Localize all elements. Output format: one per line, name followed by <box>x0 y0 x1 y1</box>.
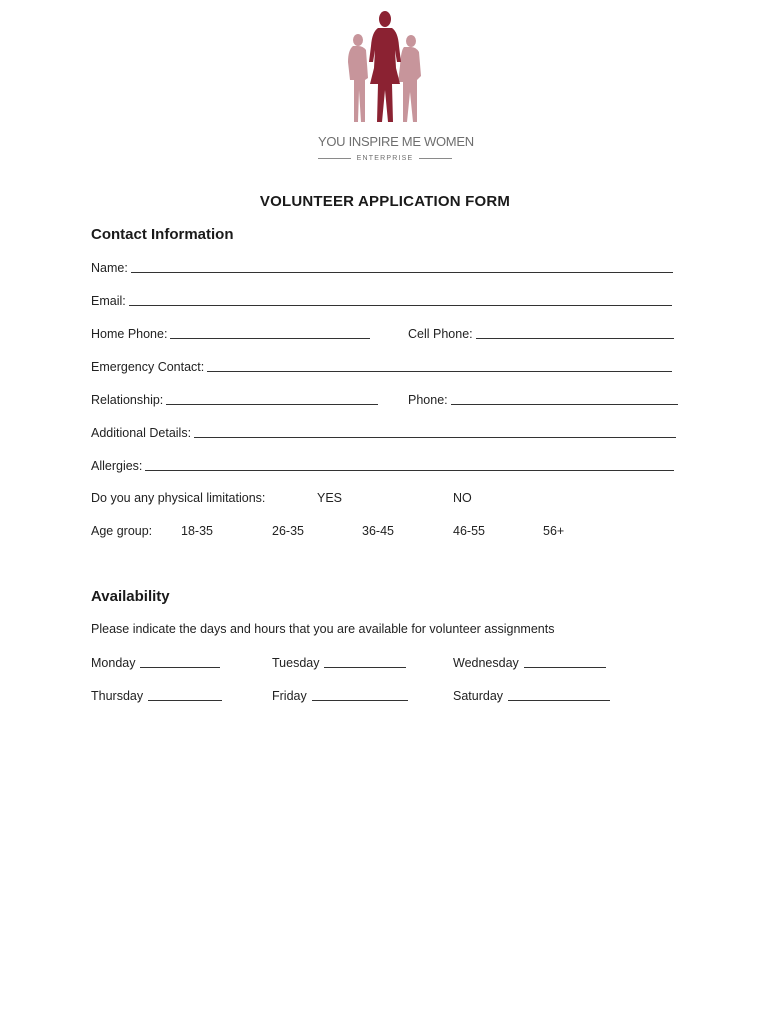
name-row <box>91 260 673 275</box>
thursday-field[interactable] <box>148 688 222 701</box>
cell-phone-field[interactable] <box>476 326 674 339</box>
saturday-label: Saturday <box>453 689 504 703</box>
brand-logo <box>318 10 474 165</box>
age-option-56-plus[interactable]: 56+ <box>543 524 565 538</box>
monday-row <box>91 655 220 670</box>
cell-phone-label: Cell Phone: <box>408 327 473 341</box>
home-phone-row <box>91 326 370 341</box>
emergency-contact-field[interactable] <box>207 359 672 372</box>
saturday-field[interactable] <box>508 688 610 701</box>
divider <box>419 158 452 159</box>
additional-details-row <box>91 425 676 440</box>
wednesday-label: Wednesday <box>453 656 519 670</box>
age-group-label: Age group: <box>91 524 153 538</box>
age-option-46-55[interactable]: 46-55 <box>453 524 485 538</box>
wednesday-field[interactable] <box>524 655 606 668</box>
phone-row <box>408 392 678 407</box>
brand-sub: ENTERPRISE <box>356 154 414 162</box>
age-option-36-45[interactable]: 36-45 <box>362 524 394 538</box>
monday-label: Monday <box>91 656 136 670</box>
phone-label: Phone: <box>408 393 448 407</box>
friday-field[interactable] <box>312 688 408 701</box>
monday-field[interactable] <box>140 655 220 668</box>
relationship-row <box>91 392 378 407</box>
home-phone-label: Home Phone: <box>91 327 168 341</box>
limitations-yes-option[interactable]: YES <box>317 491 343 505</box>
email-label: Email: <box>91 294 126 308</box>
divider <box>318 158 351 159</box>
form-title: VOLUNTEER APPLICATION FORM <box>259 193 511 210</box>
emergency-contact-row <box>91 359 672 374</box>
saturday-row <box>453 688 610 703</box>
allergies-row <box>91 458 674 473</box>
email-row <box>91 293 672 308</box>
age-option-26-35[interactable]: 26-35 <box>272 524 304 538</box>
emergency-contact-label: Emergency Contact: <box>91 360 205 374</box>
name-field[interactable] <box>131 260 673 273</box>
allergies-field[interactable] <box>145 458 674 471</box>
name-label: Name: <box>91 261 128 275</box>
additional-details-label: Additional Details: <box>91 426 192 440</box>
email-field[interactable] <box>129 293 672 306</box>
thursday-label: Thursday <box>91 689 144 703</box>
friday-row <box>272 688 408 703</box>
wednesday-row <box>453 655 606 670</box>
relationship-field[interactable] <box>166 392 378 405</box>
additional-details-field[interactable] <box>194 425 676 438</box>
relationship-label: Relationship: <box>91 393 164 407</box>
friday-label: Friday <box>272 689 307 703</box>
women-silhouettes-icon <box>345 10 425 128</box>
allergies-label: Allergies: <box>91 459 143 473</box>
availability-instructions: Please indicate the days and hours that you are available for volunteer assignments <box>91 622 555 636</box>
tuesday-row <box>272 655 406 670</box>
age-option-18-35[interactable]: 18-35 <box>181 524 213 538</box>
availability-heading: Availability <box>91 588 170 605</box>
phone-field[interactable] <box>451 392 678 405</box>
home-phone-field[interactable] <box>170 326 370 339</box>
brand-name: YOU INSPIRE ME WOMEN <box>318 134 474 149</box>
tuesday-label: Tuesday <box>272 656 320 670</box>
limitations-no-option[interactable]: NO <box>453 491 472 505</box>
limitations-label: Do you any physical limitations: <box>91 491 266 505</box>
thursday-row <box>91 688 222 703</box>
cell-phone-row <box>408 326 674 341</box>
contact-heading: Contact Information <box>91 226 234 243</box>
brand-sub-row <box>318 152 452 164</box>
tuesday-field[interactable] <box>324 655 406 668</box>
